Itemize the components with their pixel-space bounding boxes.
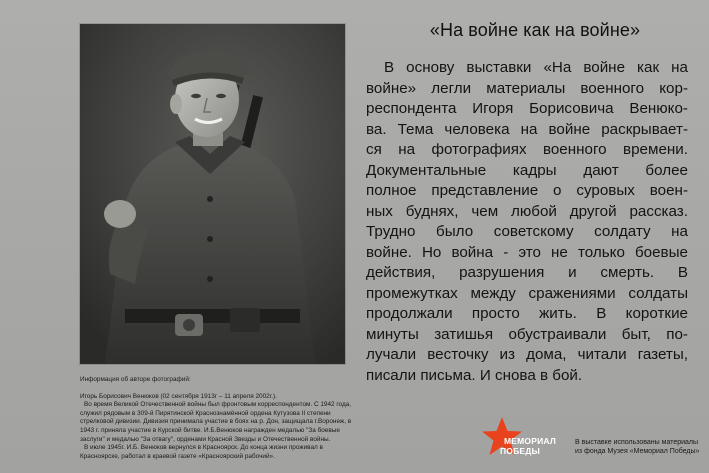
exhibition-description <box>366 58 688 386</box>
description-line: продолжали просто жить. В короткие <box>366 305 688 322</box>
author-info-line: Игорь Борисович Венюков (02 сентября 1913г – 11 апреля 2002г.). <box>80 392 277 400</box>
author-info-line: стрелковой дивизии. Дивизия принимала участие в боях на р. Дон, защищала г.Воронеж, в <box>80 418 352 426</box>
author-info-line: Во время Великой Отечественной войны был фронтовым корреспондентом. С 1942 года, <box>84 401 352 409</box>
description-line: респондента Игоря Борисовича Венюко- <box>366 100 688 117</box>
note-line: из фонда Музея «Мемориал Победы» <box>575 448 700 455</box>
logo-text-line2: ПОБЕДЫ <box>500 446 541 456</box>
memorial-pobedy-logo <box>480 415 572 463</box>
materials-source-note <box>575 438 705 456</box>
author-info-line: служил рядовым в 309-й Пирятинской Краснознамённой ордена Кутузова II степени <box>80 409 331 417</box>
exhibition-title: «На войне как на войне» <box>429 20 641 40</box>
soldier-portrait-photo <box>80 24 345 364</box>
description-line: Трудно было советскому солдату на <box>366 223 688 240</box>
description-line: ва. Тема человека на войне раскрывает- <box>366 120 688 138</box>
description-line: полное представление о суровых воен- <box>366 182 688 199</box>
author-info <box>80 376 355 461</box>
note-line: В выставке использованы материалы <box>575 439 699 446</box>
logo-text-line1: МЕМОРИАЛ <box>504 436 557 446</box>
description-line: действия, разрушения и смерть. В <box>366 264 688 281</box>
description-line: лучали весточку из дома, читали газеты, <box>366 346 688 363</box>
description-line: Документальные кадры дают более <box>366 161 688 179</box>
author-info-line: 1943 г. приняла участие в Курской битве. И.Б.Венюков награжден медалью "За боевые <box>80 426 340 434</box>
author-info-heading: Информация об авторе фотографий: <box>80 376 191 383</box>
description-line: войне» легли материалы военного кор- <box>366 79 688 97</box>
description-line: В основу выставки «На войне как на <box>384 59 688 76</box>
description-line: писали письма. И снова в бой. <box>366 366 583 384</box>
description-line: промежутках между сражениями солдаты <box>366 284 688 302</box>
description-line: минуты затишья обустраивали быт, по- <box>366 325 688 343</box>
author-info-line: Красноярске, работал в краевой газете «Красноярский рабочий». <box>80 452 275 460</box>
description-line: войне. Но война - это не только боевые <box>366 243 688 261</box>
author-info-line: заслуги" и медалью "За отвагу", орденами Красной Звезды и Отечественной войны. <box>80 435 331 443</box>
description-line: ных буднях, чем любой другой рассказ. <box>366 202 688 220</box>
description-line: ся на фотографиях военного времени. <box>366 141 688 158</box>
author-info-line: В июле 1945г. И.Б. Венюков вернулся в Красноярск. До конца жизни проживал в <box>84 444 323 452</box>
